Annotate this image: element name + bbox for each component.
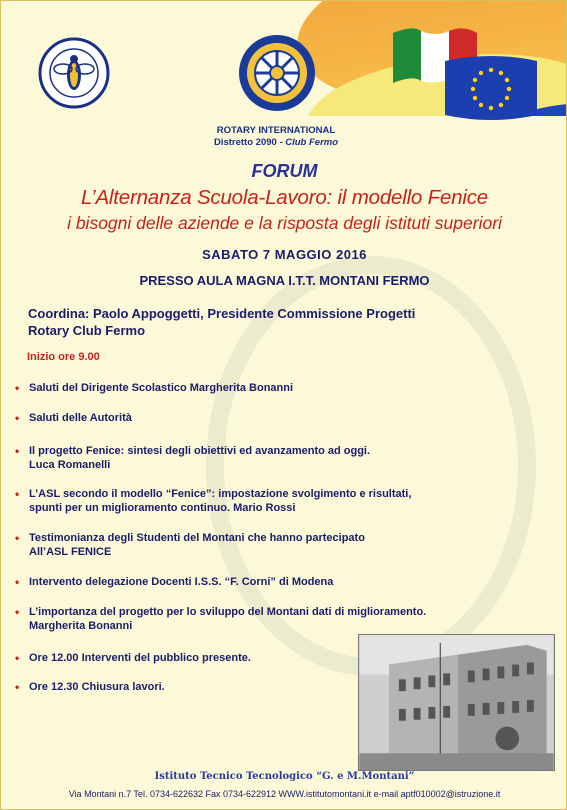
bullet-icon: •	[15, 651, 20, 665]
start-time: Inizio ore 9.00	[27, 351, 100, 363]
coordinator-line-1: Coordina: Paolo Appoggetti, Presidente Commissione Progetti	[28, 306, 416, 321]
event-title: L’Alternanza Scuola-Lavoro: il modello Fenice	[81, 186, 488, 209]
bullet-icon: •	[15, 680, 20, 694]
agenda-item: • L’importanza del progetto per lo sviluppo del Montani dati di miglioramento. Margherita Bonanni	[15, 605, 427, 632]
bullet-icon: •	[15, 605, 20, 619]
bullet-icon: •	[15, 575, 20, 589]
bullet-icon: •	[15, 381, 20, 395]
agenda-item: • Saluti del Dirigente Scolastico Margherita Bonanni	[15, 381, 294, 395]
event-date: SABATO 7 MAGGIO 2016	[202, 247, 367, 262]
agenda-item: • Saluti delle Autorità	[15, 411, 132, 425]
coordinator	[28, 305, 558, 339]
footer-school-name: Istituto Tecnico Tecnologico “G. e M.Montani”	[154, 771, 415, 782]
rotary-wheel-logo	[237, 33, 317, 113]
eu-flag-icon	[445, 55, 537, 121]
agenda-item: • Il progetto Fenice: sintesi degli obiettivi ed avanzamento ad oggi. Luca Romanelli	[15, 444, 371, 471]
rotary-header	[191, 125, 361, 149]
agenda-item: • Ore 12.00 Interventi del pubblico presente.	[15, 651, 251, 665]
bullet-icon: •	[15, 487, 20, 501]
bullet-icon: •	[15, 444, 20, 458]
rotary-district: Distretto 2090 - Club Fermo	[213, 137, 339, 148]
school-building-photo	[358, 634, 555, 771]
agenda-item: • Ore 12.30 Chiusura lavori.	[15, 680, 165, 694]
agenda-item: • Intervento delegazione Docenti I.S.S. “F. Corni” di Modena	[15, 575, 334, 589]
virtus-et-labor-logo	[38, 37, 110, 109]
rotary-org-name: ROTARY INTERNATIONAL	[216, 125, 336, 136]
footer-contacts: Via Montani n.7 Tel. 0734-622632 Fax 0734-622912 WWW.istitutomontani.it e-mail aptf010002@istruzione.it	[68, 789, 501, 799]
bullet-icon: •	[15, 411, 20, 425]
event-type: FORUM	[251, 161, 318, 181]
coordinator-line-2: Rotary Club Fermo	[28, 323, 146, 338]
bullet-icon: •	[15, 531, 20, 545]
event-venue: PRESSO AULA MAGNA I.T.T. MONTANI FERMO	[139, 273, 430, 288]
event-subtitle: i bisogni delle aziende e la risposta degli istituti superiori	[67, 213, 502, 233]
agenda-item: • L’ASL secondo il modello “Fenice”: impostazione svolgimento e risultati, spunti per un miglioramento continuo. Mario Rossi	[15, 487, 412, 514]
club-name: Club Fermo	[285, 137, 339, 148]
agenda-item: • Testimonianza degli Studenti del Montani che hanno partecipato All’ASL FENICE	[15, 531, 365, 558]
